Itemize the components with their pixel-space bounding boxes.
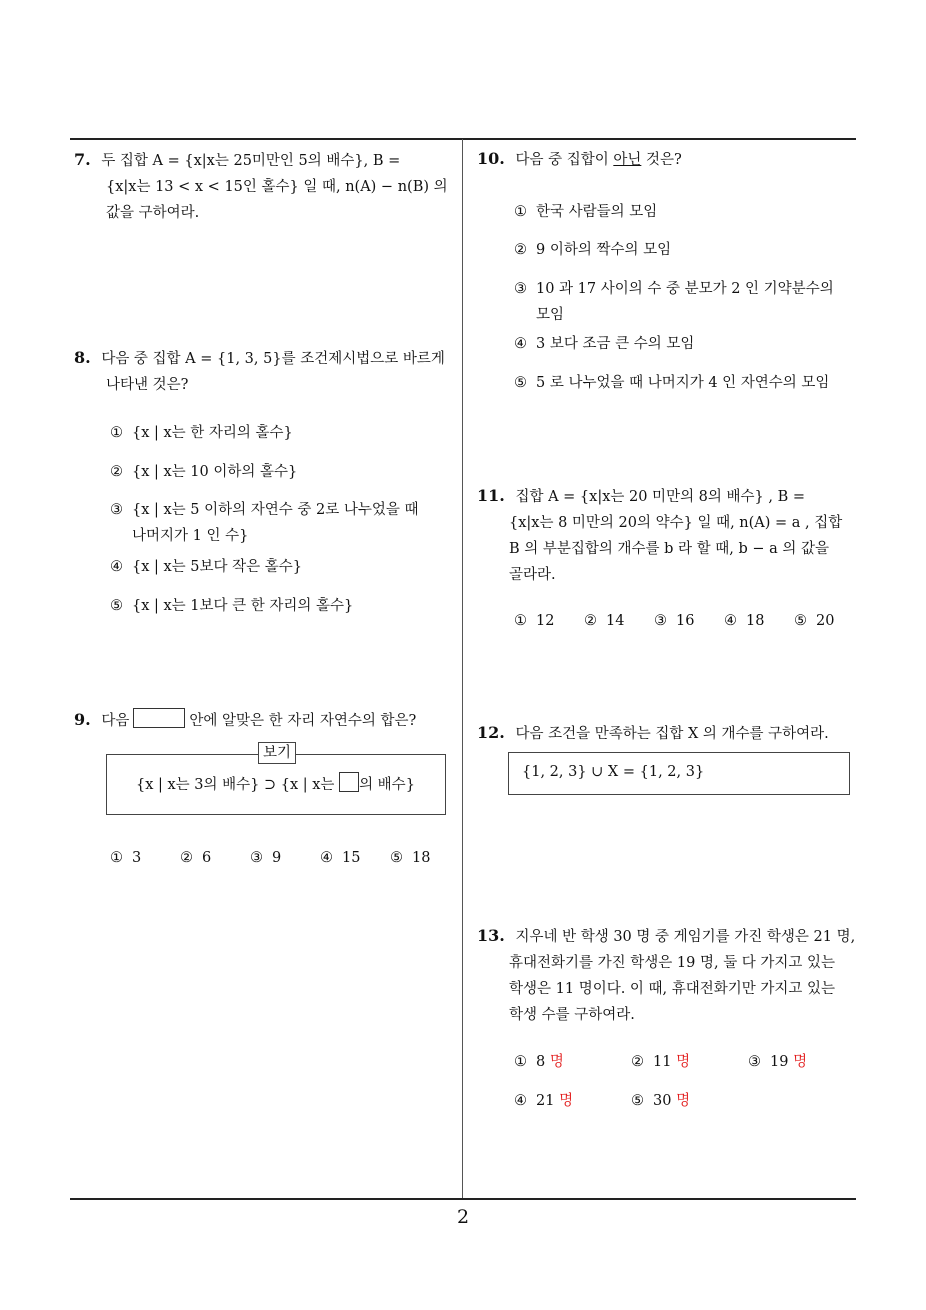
choice-mark: ①	[514, 1054, 527, 1070]
choice-text: 한국 사람들의 모임	[536, 204, 658, 220]
choice-mark: ⑤	[110, 598, 123, 614]
choice-text: 19	[770, 1054, 789, 1070]
unit-label: 명	[793, 1054, 808, 1070]
question-text-line: 휴대전화기를 가진 학생은 19 명, 둘 다 가지고 있는	[509, 955, 836, 971]
choice-mark: ②	[514, 242, 527, 258]
choice-text: {x | x는 1보다 큰 한 자리의 홀수}	[132, 598, 354, 614]
choice-text: 9 이하의 짝수의 모임	[536, 242, 672, 258]
choice-mark: ②	[631, 1054, 644, 1070]
choice-option[interactable]	[794, 608, 834, 634]
choice-text: 9	[272, 850, 282, 866]
choice-mark: ②	[110, 464, 123, 480]
choice-option[interactable]	[514, 1088, 573, 1114]
question-text-line: {x|x는 13 < x < 15인 홀수} 일 때, n(A) − n(B) 의	[106, 179, 448, 195]
question-number: 9.	[74, 710, 91, 729]
choice-option[interactable]	[180, 845, 211, 871]
choice-option[interactable]	[250, 845, 281, 871]
choice-text: {x | x는 5 이하의 자연수 중 2로 나누었을 때	[132, 502, 419, 518]
choice-mark: ④	[724, 613, 737, 629]
underlined-word: 아닌	[613, 152, 642, 168]
choice-mark: ⑤	[794, 613, 807, 629]
choice-text: 10 과 17 사이의 수 중 분모가 2 인 기약분수의	[536, 281, 834, 297]
choice-option[interactable]	[631, 1049, 690, 1075]
choice-mark: ④	[514, 1093, 527, 1109]
question-text-line: 나타낸 것은?	[106, 377, 189, 393]
choice-option[interactable]	[514, 237, 671, 263]
choice-option[interactable]	[110, 554, 302, 580]
choice-text: 3 보다 조금 큰 수의 모임	[536, 336, 695, 352]
unit-label: 명	[676, 1093, 691, 1109]
top-rule	[70, 138, 856, 140]
choice-option[interactable]	[110, 420, 293, 446]
choice-mark: ⑤	[631, 1093, 644, 1109]
choice-text: 14	[606, 613, 625, 629]
condition-text: {1, 2, 3} ∪ X = {1, 2, 3}	[522, 764, 705, 780]
choice-text: 30	[653, 1093, 672, 1109]
question-text-line: 값을 구하여라.	[106, 205, 200, 221]
choice-option[interactable]	[584, 608, 624, 634]
bottom-rule	[70, 1198, 856, 1200]
choice-text: 5 로 나누었을 때 나머지가 4 인 자연수의 모임	[536, 375, 830, 391]
choice-option[interactable]	[514, 370, 829, 396]
choice-mark: ④	[514, 336, 527, 352]
unit-label: 명	[676, 1054, 691, 1070]
choice-option[interactable]	[631, 1088, 690, 1114]
choice-option[interactable]	[514, 276, 834, 328]
choice-option[interactable]	[654, 608, 694, 634]
question-text-line: B 의 부분집합의 개수를 b 라 할 때, b − a 의 값을	[509, 541, 830, 557]
choice-option[interactable]	[110, 459, 297, 485]
question-text-line: 지우네 반 학생 30 명 중 게임기를 가진 학생은 21 명,	[515, 929, 856, 945]
choice-text: 모임	[536, 307, 565, 323]
choice-option[interactable]	[110, 593, 353, 619]
choice-text: 12	[536, 613, 555, 629]
question-8	[74, 345, 458, 398]
choice-text: 6	[202, 850, 212, 866]
question-text-line: 집합 A = {x|x는 20 미만의 8의 배수} , B =	[515, 489, 806, 505]
page-number: 2	[456, 1206, 470, 1228]
choice-text: 18	[412, 850, 431, 866]
choice-mark: ③	[514, 281, 527, 297]
choice-option[interactable]	[748, 1049, 807, 1075]
choice-mark: ③	[654, 613, 667, 629]
question-number: 7.	[74, 150, 91, 169]
choice-mark: ③	[110, 502, 123, 518]
question-text: 다음 조건을 만족하는 집합 X 의 개수를 구하여라.	[515, 726, 829, 742]
choice-text: 16	[676, 613, 695, 629]
choice-mark: ①	[514, 613, 527, 629]
choice-option[interactable]	[110, 497, 419, 549]
unit-label: 명	[559, 1093, 574, 1109]
choice-mark: ⑤	[390, 850, 403, 866]
question-number: 12.	[477, 723, 505, 742]
choice-text: {x | x는 한 자리의 홀수}	[132, 425, 293, 441]
column-divider	[462, 139, 463, 1198]
choice-text: 20	[816, 613, 835, 629]
choice-option[interactable]	[514, 199, 657, 225]
choice-text: {x | x는 10 이하의 홀수}	[132, 464, 298, 480]
choice-text: {x | x는 5보다 작은 홀수}	[132, 559, 303, 575]
choice-text: 11	[653, 1054, 672, 1070]
choice-mark: ⑤	[514, 375, 527, 391]
question-text: 것은?	[645, 152, 682, 168]
choice-option[interactable]	[320, 845, 360, 871]
bogi-title: 보기	[258, 742, 296, 764]
choice-text: 21	[536, 1093, 555, 1109]
bogi-content	[136, 772, 415, 798]
bogi-text: {x | x는 3의 배수} ⊃ {x | x는	[136, 777, 335, 793]
question-text-line: 학생은 11 명이다. 이 때, 휴대전화기만 가지고 있는	[509, 981, 836, 997]
question-text: 다음	[101, 713, 130, 729]
choice-mark: ①	[110, 850, 123, 866]
choice-mark: ③	[250, 850, 263, 866]
question-text: 안에 알맞은 한 자리 자연수의 합은?	[189, 713, 417, 729]
question-text: 다음 중 집합이	[515, 152, 609, 168]
choice-mark: ①	[110, 425, 123, 441]
question-7	[74, 147, 458, 226]
choice-mark: ③	[748, 1054, 761, 1070]
question-number: 11.	[477, 486, 505, 505]
choice-mark: ②	[584, 613, 597, 629]
question-text-line: 골라라.	[509, 567, 556, 583]
choice-option[interactable]	[390, 845, 430, 871]
choice-text: 나머지가 1 인 수}	[132, 528, 249, 544]
choice-text: 3	[132, 850, 142, 866]
question-number: 13.	[477, 926, 505, 945]
answer-blank	[133, 708, 185, 728]
choice-mark: ②	[180, 850, 193, 866]
choice-mark: ④	[320, 850, 333, 866]
question-13	[477, 923, 861, 1028]
question-number: 8.	[74, 348, 91, 367]
choice-text: 15	[342, 850, 361, 866]
choice-option[interactable]	[724, 608, 764, 634]
choice-text: 18	[746, 613, 765, 629]
question-text-line: 두 집합 A = {x|x는 25미만인 5의 배수}, B =	[101, 153, 401, 169]
question-text-line: 다음 중 집합 A = {1, 3, 5}를 조건제시법으로 바르게	[101, 351, 445, 367]
question-number: 10.	[477, 149, 505, 168]
question-9	[74, 707, 458, 734]
choice-option[interactable]	[514, 331, 694, 357]
unit-label: 명	[549, 1054, 564, 1070]
choice-mark: ④	[110, 559, 123, 575]
choice-text: 8	[536, 1054, 546, 1070]
choice-option[interactable]	[110, 845, 141, 871]
question-11	[477, 483, 861, 588]
question-12	[477, 720, 861, 747]
question-10	[477, 146, 861, 173]
question-text-line: {x|x는 8 미만의 20의 약수} 일 때, n(A) = a , 집합	[509, 515, 843, 531]
choice-option[interactable]	[514, 1049, 564, 1075]
choice-mark: ①	[514, 204, 527, 220]
bogi-text: 의 배수}	[359, 777, 415, 793]
choice-option[interactable]	[514, 608, 554, 634]
question-text-line: 학생 수를 구하여라.	[509, 1007, 635, 1023]
answer-blank	[339, 772, 359, 792]
